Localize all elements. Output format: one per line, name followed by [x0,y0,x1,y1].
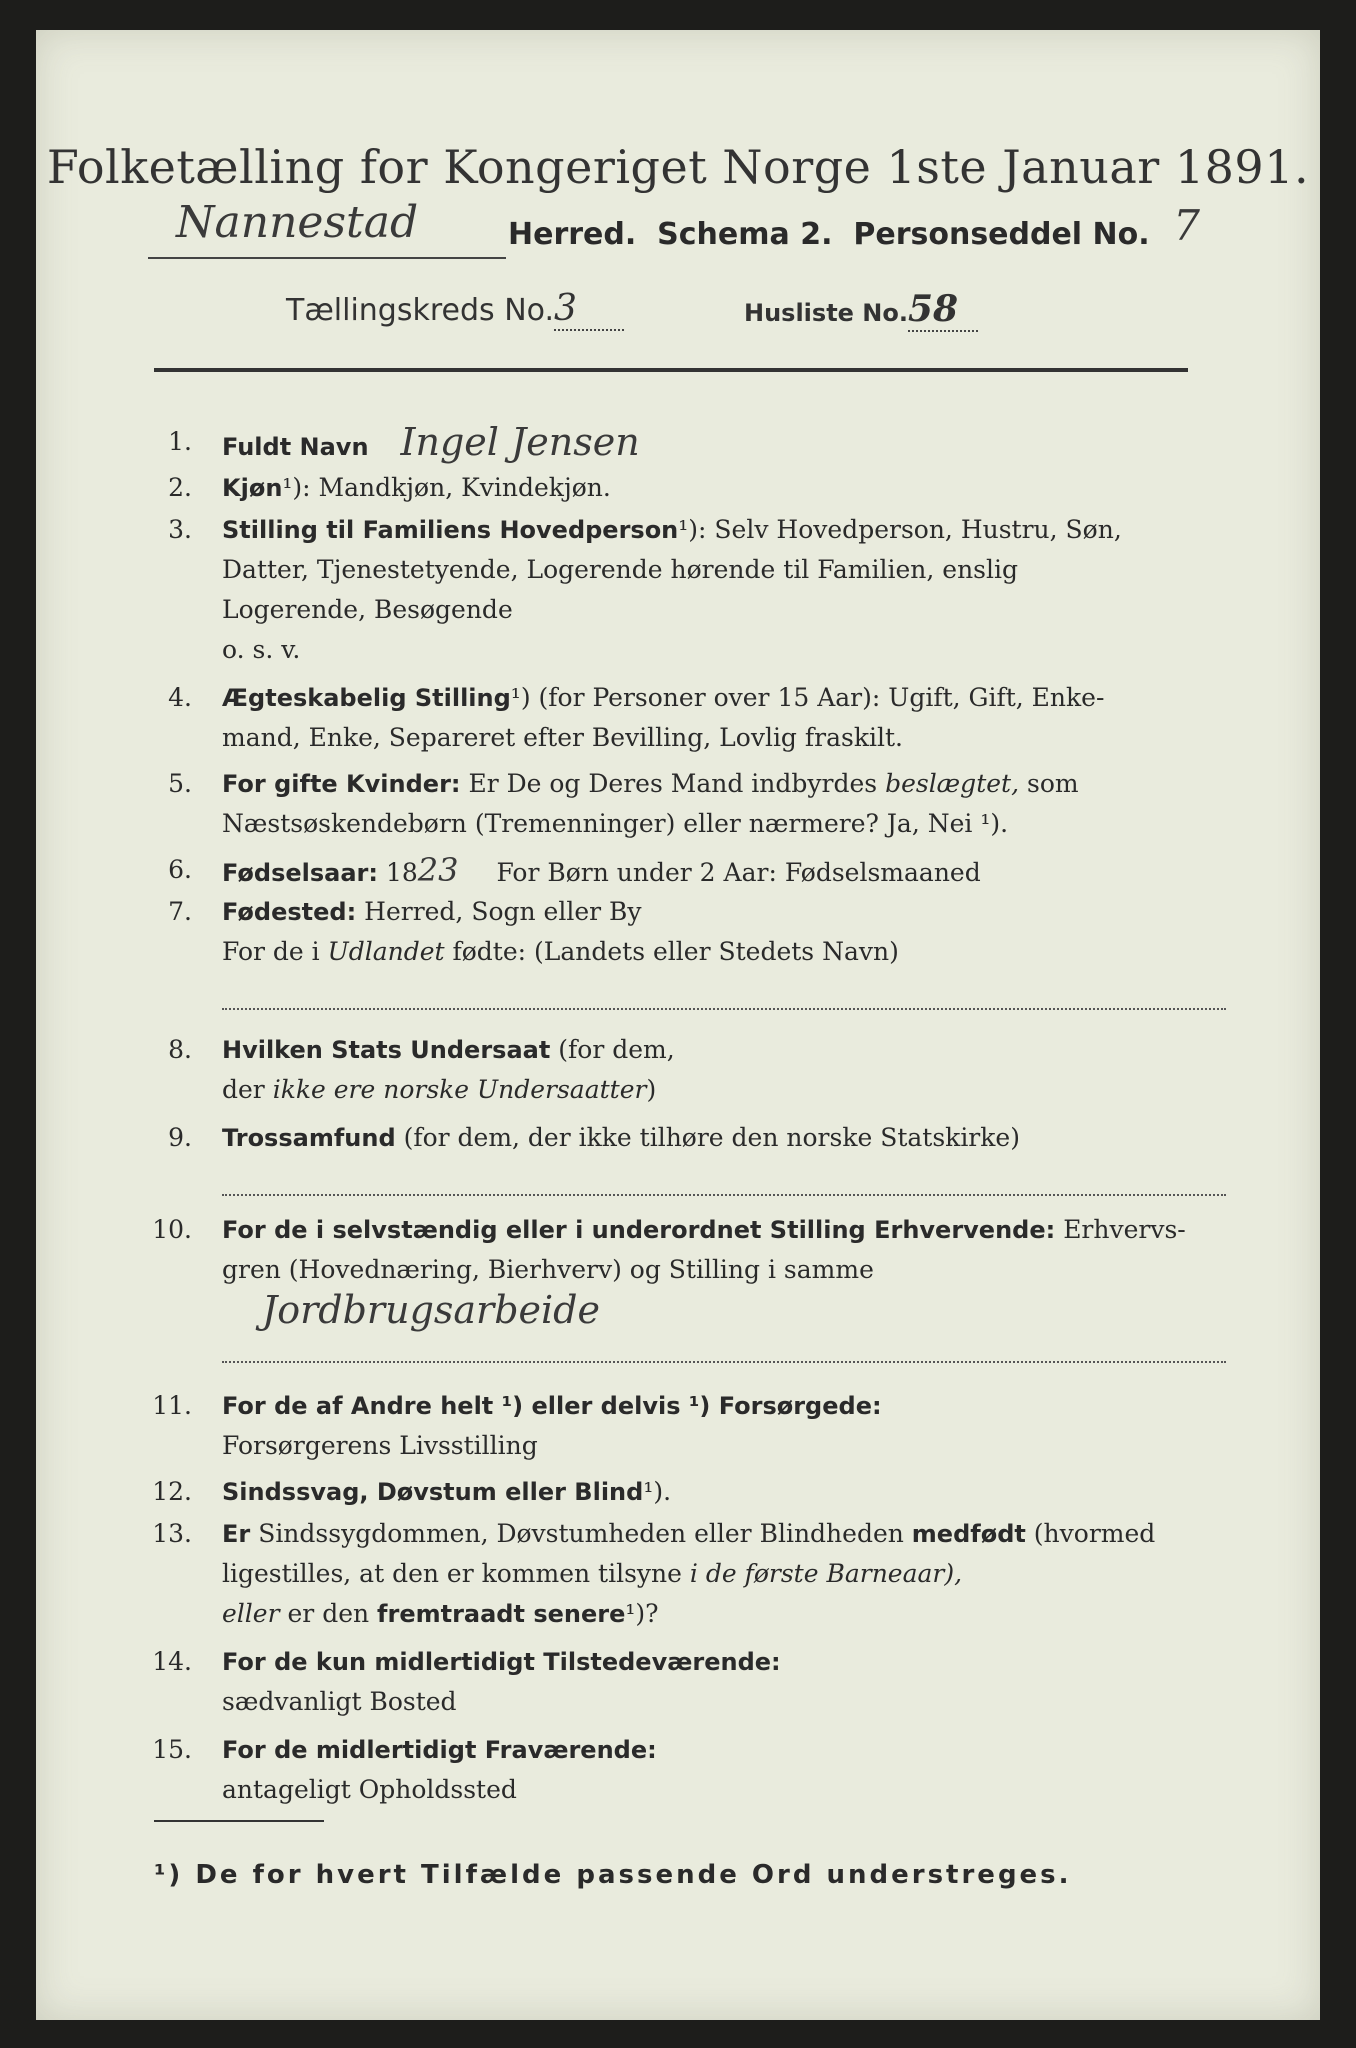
question-number: 1. [168,427,192,456]
question-11 [146,1386,1226,1472]
question-number: 9. [168,1123,192,1152]
kreds-line [36,288,1320,338]
question-number: 11. [152,1391,192,1420]
question-body [222,1730,1226,1810]
question-text: (for dem, [558,1035,675,1064]
question-body [222,1514,1226,1634]
question-body [222,1386,1226,1466]
birthyear-handwritten: 23 [417,851,459,889]
question-text: ¹): Selv Hovedperson, Hustru, Søn, [678,515,1122,544]
question-text: ¹) (for Personer over 15 Aar): Ugift, Gift, Enke- [510,683,1105,712]
form-title: Folketælling for Kongeriget Norge 1ste Januar 1891. [46,140,1310,194]
question-body [222,1210,1226,1363]
question-italic: ikke ere norske Undersaatter [272,1075,647,1104]
question-text: Sindssygdommen, Døvstumheden eller Blindheden [258,1519,904,1548]
question-number: 13. [152,1519,192,1548]
question-3 [146,510,1226,678]
personseddel-label: Personseddel No. [853,217,1150,252]
occupation-handwritten: Jordbrugsarbeide [262,1288,600,1332]
answer-dotted-line [222,1359,1226,1363]
municipality-handwritten: Nannestad [176,197,419,248]
question-label: For de af Andre helt ¹) eller delvis ¹) Forsørgede: [222,1392,882,1420]
question-5 [146,764,1226,850]
question-number: 6. [168,855,192,884]
question-text: (for dem, der ikke tilhøre den norske Statskirke) [403,1123,1020,1152]
question-10 [146,1210,1226,1386]
question-body [222,422,1226,467]
footnote-rule [154,1820,324,1822]
header-line [136,197,1200,275]
question-text: ¹). [643,1477,672,1506]
question-italic: Udlandet [327,937,445,966]
question-text-line2: Datter, Tjenestetyende, Logerende hørende til Familien, enslig [222,555,1019,584]
husliste-number: 58 [908,288,978,332]
question-text-line2: Næstsøskendebørn (Tremenninger) eller nærmere? Ja, Nei ¹). [222,809,1009,838]
question-label: For de i selvstændig eller i underordnet Stilling Erhvervende: [222,1216,1056,1244]
kreds-label: Tællingskreds No. [286,293,554,328]
question-body [222,1472,1226,1512]
husliste-label: Husliste No. [744,299,908,327]
question-label: Ægteskabelig Stilling [222,684,511,712]
question-label: For de midlertidigt Fraværende: [222,1736,657,1764]
question-7 [146,892,1226,1030]
question-bold2: fremtraadt senere [377,1600,626,1628]
question-body [222,1642,1226,1722]
question-15 [146,1730,1226,1818]
husliste-field [744,288,978,332]
question-4 [146,678,1226,764]
question-text-end: som [1026,769,1079,798]
question-text: Herred, Sogn eller By [364,897,642,926]
question-italic-eller: eller [222,1599,280,1628]
question-text-tail: For Børn under 2 Aar: Fødselsmaaned [496,858,981,887]
question-text-line2a: For de i [222,937,320,966]
question-label: For gifte Kvinder: [222,770,461,798]
question-label: Hvilken Stats Undersaat [222,1036,551,1064]
question-label: Sindssvag, Døvstum eller Blind [222,1478,644,1506]
question-text: Er De og Deres Mand indbyrdes [468,769,878,798]
question-number: 3. [168,515,192,544]
question-2 [146,468,1226,510]
question-label: Fødselsaar: [222,859,378,887]
personseddel-number: 7 [1173,201,1200,250]
question-number: 5. [168,769,192,798]
question-9 [146,1118,1226,1210]
question-label: Stilling til Familiens Hovedperson [222,516,679,544]
question-text: 18 [385,858,418,887]
question-text: Erhvervs- [1063,1215,1186,1244]
question-text: ¹): Mandkjøn, Kvindekjøn. [282,473,611,502]
question-body: Hvilken Stats Undersaat (for dem, der ikke ere norske Undersaatter) [222,1035,675,1104]
question-13 [146,1514,1226,1642]
question-text-line4: o. s. v. [222,635,301,664]
question-text-line2b: fødte: (Landets eller Stedets Navn) [452,937,899,966]
question-list [146,422,1226,1818]
question-number: 14. [152,1647,192,1676]
kreds-number: 3 [554,288,624,331]
kreds-field [286,288,624,331]
question-14 [146,1642,1226,1730]
question-number: 8. [168,1035,192,1064]
question-body [222,764,1226,844]
question-number: 12. [152,1477,192,1506]
census-form [36,30,1320,2020]
question-label: Er [222,1520,251,1548]
question-text-line2a: ligestilles, at den er kommen tilsyne [222,1559,682,1588]
question-body [222,1118,1226,1196]
schema-label: Schema 2. [657,217,833,252]
footnote: ¹) De for hvert Tilfælde passende Ord understreges. [154,1860,1072,1890]
name-handwritten: Ingel Jensen [400,420,640,464]
question-bold: medfødt [911,1520,1026,1548]
header-rule [154,368,1188,372]
question-text-line2: gren (Hovednæring, Bierhverv) og Stilling i samme [222,1255,874,1284]
question-text-line2: Forsørgerens Livsstilling [222,1431,538,1460]
question-body [222,678,1226,758]
question-6 [146,850,1226,892]
question-text-line2: sædvanligt Bosted [222,1687,457,1716]
question-text-end: (hvormed [1033,1519,1156,1548]
question-body [222,892,1226,1010]
question-12 [146,1472,1226,1514]
question-body [222,850,1226,893]
question-text-line2: mand, Enke, Separeret efter Bevilling, Lovlig fraskilt. [222,723,903,752]
question-label: Fuldt Navn [222,433,369,461]
question-8 [146,1030,1226,1118]
question-number: 10. [152,1215,192,1244]
question-label: Fødested: [222,898,357,926]
question-text-line2a: der [222,1075,265,1104]
municipality-underline [148,257,506,259]
question-text-line3: Logerende, Besøgende [222,595,513,624]
question-label: For de kun midlertidigt Tilstedeværende: [222,1648,781,1676]
answer-dotted-line [222,1192,1226,1196]
question-italic: beslægtet, [885,769,1020,798]
question-body [222,468,1226,508]
question-text-line3c: ¹)? [625,1599,659,1628]
question-number: 2. [168,473,192,502]
question-number: 7. [168,897,192,926]
question-number: 4. [168,683,192,712]
question-label: Kjøn [222,474,283,502]
answer-dotted-line [222,1006,1226,1010]
question-label: Trossamfund [222,1124,396,1152]
header-labels [508,217,1150,252]
question-body [222,510,1226,670]
question-text-line2: antageligt Opholdssted [222,1775,517,1804]
question-text-line3b: er den [287,1599,370,1628]
herred-label: Herred. [508,217,637,252]
question-number: 15. [152,1735,192,1764]
question-1 [146,422,1226,468]
question-italic: i de første Barneaar), [689,1559,963,1588]
